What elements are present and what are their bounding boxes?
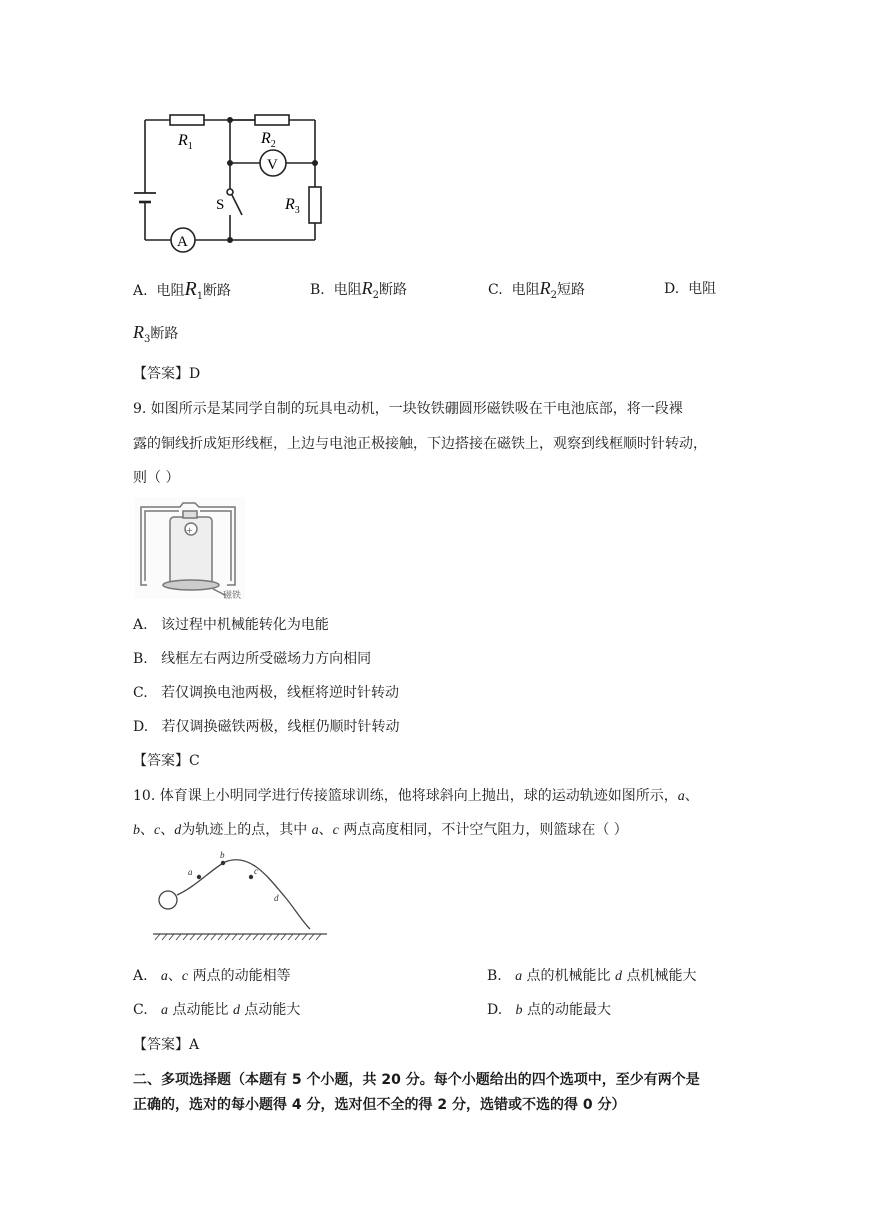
- q8-option-b: B. 电阻$R_2$断路: [310, 278, 408, 301]
- basketball-trajectory-figure: [150, 847, 330, 942]
- q9-stem-line3: 则（ ）: [133, 470, 180, 486]
- point-a-label: a: [188, 867, 193, 877]
- q10-answer: 【答案】A: [133, 1037, 200, 1053]
- r1-label: $R_1$: [178, 132, 193, 152]
- q10-stem-line2: b、c、d为轨迹上的点，其中 a、c 两点高度相同，不计空气阻力，则篮球在（ ）: [133, 822, 628, 838]
- q8-option-d: D. 电阻: [664, 281, 717, 297]
- q10-option-c: C. a 点动能比 d 点动能大: [133, 1002, 301, 1018]
- q9-stem-line2: 露的铜线折成矩形线框，上边与电池正极接触，下边搭接在磁铁上，观察到线框顺时针转动，: [133, 436, 707, 452]
- q8-answer: 【答案】D: [133, 366, 201, 382]
- point-c-marker: [249, 875, 253, 879]
- plus-symbol: +: [186, 523, 193, 537]
- point-d-label: d: [274, 893, 279, 903]
- q9-stem-line1: 9. 如图所示是某同学自制的玩具电动机，一块钕铁硼圆形磁铁吸在干电池底部，将一段裸: [133, 401, 683, 417]
- point-c-label: c: [254, 866, 258, 876]
- q8-option-c: C. 电阻$R_2$短路: [488, 278, 585, 301]
- q10-option-a: A. a、c 两点的动能相等: [133, 968, 291, 984]
- q10-stem-line1: 10. 体育课上小明同学进行传接篮球训练，他将球斜向上抛出，球的运动轨迹如图所示，a、: [133, 788, 699, 804]
- q9-option-a: A. 该过程中机械能转化为电能: [133, 617, 329, 633]
- point-a-marker: [197, 875, 201, 879]
- q10-option-d: D. b 点的动能最大: [487, 1002, 611, 1018]
- point-b-label: b: [220, 850, 225, 860]
- magnet-label: 磁铁: [223, 590, 242, 599]
- switch-label: S: [216, 197, 225, 213]
- q8-option-d-continued: $R_3$断路: [133, 322, 179, 345]
- q9-option-d: D. 若仅调换磁铁两极，线框仍顺时针转动: [133, 719, 400, 735]
- circuit-diagram: [130, 105, 330, 255]
- basketball: [159, 891, 177, 909]
- r3-label: $R_3$: [285, 196, 300, 216]
- voltmeter-label: V: [267, 157, 278, 173]
- q8-option-a: A. 电阻$R_1$断路: [133, 278, 232, 302]
- motor-figure: [135, 497, 245, 599]
- section2-heading-line2: 正确的，选对的每小题得 4 分，选对但不全的得 2 分，选错或不选的得 0 分）: [133, 1097, 626, 1113]
- q10-option-b: B. a 点的机械能比 d 点机械能大: [487, 968, 697, 984]
- ammeter-label: A: [177, 234, 188, 250]
- r2-label: $R_2$: [261, 130, 276, 150]
- q9-option-b: B. 线框左右两边所受磁场力方向相同: [133, 651, 372, 667]
- q9-answer: 【答案】C: [133, 753, 200, 769]
- point-b-marker: [221, 861, 225, 865]
- q9-option-c: C. 若仅调换电池两极，线框将逆时针转动: [133, 685, 400, 701]
- section2-heading-line1: 二、多项选择题（本题有 5 个小题，共 20 分。每个小题给出的四个选项中，至少有两个是: [133, 1072, 700, 1088]
